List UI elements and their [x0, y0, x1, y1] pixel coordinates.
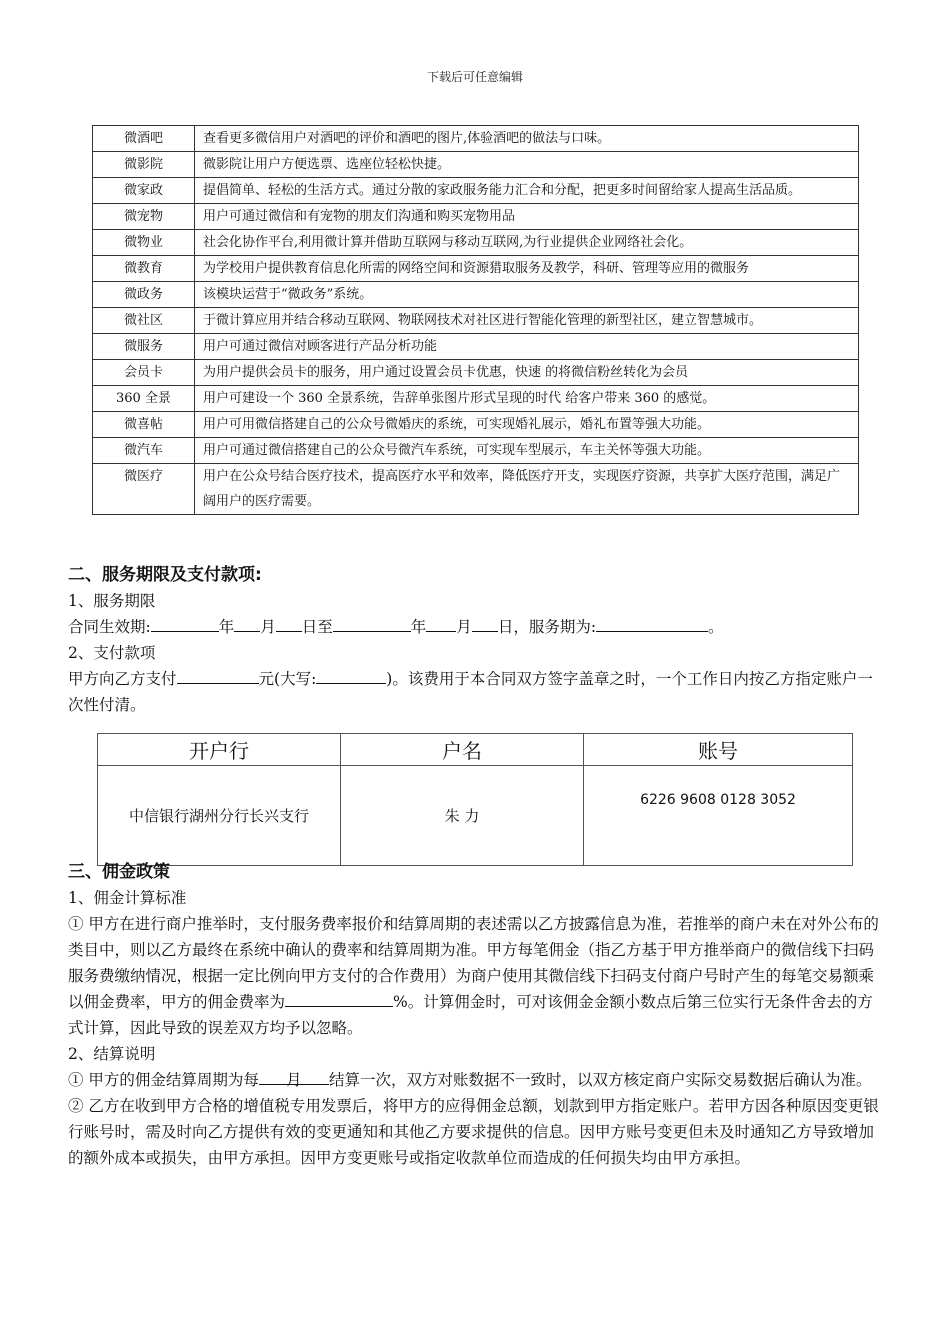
end-month-blank: [426, 614, 456, 632]
payment-text: 甲方向乙方支付: [68, 670, 177, 688]
month-label: 月: [260, 618, 276, 636]
table-row: [93, 282, 859, 308]
table-row: [93, 152, 859, 178]
service-description: 用户可通过微信和有宠物的朋友们沟通和购买宠物用品: [195, 204, 859, 230]
term-label: 合同生效期:: [68, 618, 151, 636]
table-row: [93, 308, 859, 334]
service-description: 该模块运营于“微政务”系统。: [195, 282, 859, 308]
service-description: 于微计算应用并结合移动互联网、物联网技术对社区进行智能化管理的新型社区，建立智慧城市。: [195, 308, 859, 334]
section-commission: [68, 859, 883, 1171]
settlement-text: 结算一次，双方对账数据不一致时，以双方核定商户实际交易数据后确认为准。: [328, 1071, 872, 1089]
section3-heading: 三、佣金政策: [68, 862, 170, 882]
commission-text: %。计算佣金时，可对该佣金金额小数点后第三位实行无条件舍去的方式计算，因此导致的误差双方均予以忽略。: [68, 993, 873, 1037]
service-name: 微影院: [93, 152, 195, 178]
commission-text: ① 甲方在进行商户推举时，支付服务费率报价和结算周期的表述需以乙方披露信息为准，若推举的商户未在对外公布的类目中，则以乙方最终在系统中确认的费率和结算周期为准。甲方每笔佣金（指乙方基于甲方推举商户的微信线下扫码服务费缴纳情况，根据一定比例向甲方支付的合作费用）为商户使用其微信线下扫码支付商户号时产生的每笔交易额乘以佣金费率，甲方的佣金费率为: [68, 915, 879, 1011]
service-name: 微酒吧: [93, 126, 195, 152]
service-description: 用户可用微信搭建自己的公众号微婚庆的系统，可实现婚礼展示，婚礼布置等强大功能。: [195, 412, 859, 438]
settlement-text: ① 甲方的佣金结算周期为每: [68, 1071, 259, 1089]
term-period-blank: [596, 614, 708, 632]
service-description: 微影院让用户方便选票、选座位轻松快捷。: [195, 152, 859, 178]
table-row: [93, 360, 859, 386]
service-description: 查看更多微信用户对酒吧的评价和酒吧的图片,体验酒吧的做法与口味。: [195, 126, 859, 152]
service-description: 用户可建设一个 360 全景系统，告辞单张图片形式呈现的时代 给客户带来 360 的感觉。: [195, 386, 859, 412]
service-name: 微物业: [93, 230, 195, 256]
year-label: 年: [218, 618, 235, 636]
table-row: [93, 464, 859, 515]
table-row: [93, 334, 859, 360]
account-holder: 朱 力: [341, 766, 584, 866]
service-description: 社会化协作平台,利用微计算并借助互联网与移动互联网,为行业提供企业网络社会化。: [195, 230, 859, 256]
start-month-blank: [234, 614, 260, 632]
table-row: [93, 256, 859, 282]
period-mark: 。: [708, 618, 724, 636]
bank-header: 开户行: [98, 734, 341, 766]
service-name: 微教育: [93, 256, 195, 282]
services-table: [92, 125, 859, 515]
payment-subheading: 2、支付款项: [68, 644, 156, 662]
end-day-blank: [472, 614, 498, 632]
service-description: 为学校用户提供教育信息化所需的网络空间和资源猎取服务及教学，科研、管理等应用的微服务: [195, 256, 859, 282]
term-line: [68, 614, 883, 640]
service-description: 用户可通过微信搭建自己的公众号微汽车系统，可实现车型展示，车主关怀等强大功能。: [195, 438, 859, 464]
service-description: 用户在公众号结合医疗技术，提高医疗水平和效率，降低医疗开支，实现医疗资源，共享扩大医疗范围，满足广阔用户的医疗需要。: [195, 464, 859, 515]
service-name: 微服务: [93, 334, 195, 360]
transfer-paragraph: ② 乙方在收到甲方合格的增值税专用发票后，将甲方的应得佣金总额，划款到甲方指定账户。若甲方因各种原因变更银行账号时，需及时向乙方提供有效的变更通知和其他乙方要求提供的信息。因甲方账号变更但未及时通知乙方导致增加的额外成本或损失，由甲方承担。因甲方变更账号或指定收款单位而造成的任何损失均由甲方承担。: [68, 1097, 879, 1167]
commission-rate-blank: [285, 989, 393, 1007]
commission-paragraph: [68, 911, 883, 1041]
page-header: 下载后可任意编辑: [426, 70, 523, 84]
term-subheading: 1、服务期限: [68, 592, 156, 610]
settlement-subheading: 2、结算说明: [68, 1045, 156, 1063]
service-description: 用户可通过微信对顾客进行产品分析功能: [195, 334, 859, 360]
amount-words-blank: [316, 666, 386, 684]
payment-text: )。该费用于本合同双方签字盖章之时，一个工作日内按乙方指定账户一次性付清。: [68, 670, 873, 714]
end-year-blank: [333, 614, 411, 632]
service-name: 微医疗: [93, 464, 195, 515]
service-name: 微宠物: [93, 204, 195, 230]
year-label: 年: [410, 618, 427, 636]
service-name: 360 全景: [93, 386, 195, 412]
account-header: 账号: [584, 734, 853, 766]
payment-text: 元(大写:: [258, 670, 317, 688]
service-name: 微家政: [93, 178, 195, 204]
service-name: 会员卡: [93, 360, 195, 386]
bank-name: 中信银行湖州分行长兴支行: [98, 766, 341, 866]
table-row: [93, 126, 859, 152]
section-service-term: [68, 562, 883, 718]
commission-subheading: 1、佣金计算标准: [68, 889, 187, 907]
table-row: [93, 438, 859, 464]
service-name: 微汽车: [93, 438, 195, 464]
table-row: [93, 178, 859, 204]
service-description: 为用户提供会员卡的服务，用户通过设置会员卡优惠，快速 的将微信粉丝转化为会员: [195, 360, 859, 386]
start-year-blank: [151, 614, 219, 632]
day-to-label: 日至: [301, 618, 333, 636]
section2-heading: 二、服务期限及支付款项:: [68, 565, 262, 585]
service-name: 微政务: [93, 282, 195, 308]
service-name: 微喜帖: [93, 412, 195, 438]
service-description: 提倡简单、轻松的生活方式。通过分散的家政服务能力汇合和分配，把更多时间留给家人提高生活品质。: [195, 178, 859, 204]
payment-paragraph: [68, 666, 883, 718]
table-row: [93, 386, 859, 412]
start-day-blank: [276, 614, 302, 632]
bank-account-table: [97, 733, 853, 866]
account-number: 6226 9608 0128 3052: [584, 766, 853, 866]
table-row: [93, 412, 859, 438]
holder-header: 户名: [341, 734, 584, 766]
month-label: 月: [456, 618, 472, 636]
settlement-period-blank: 月: [259, 1067, 329, 1085]
service-name: 微社区: [93, 308, 195, 334]
table-row: [93, 230, 859, 256]
settlement-paragraph: [68, 1067, 883, 1093]
table-row: [93, 204, 859, 230]
term-period-label: 日，服务期为:: [497, 618, 597, 636]
amount-blank: [177, 666, 259, 684]
